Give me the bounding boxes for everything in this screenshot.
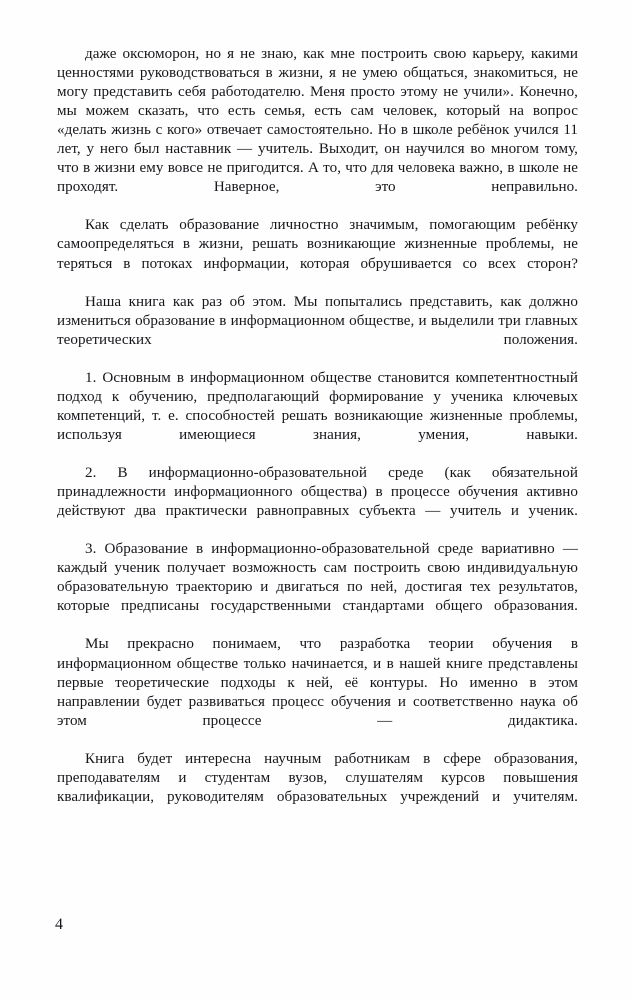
paragraph: Книга будет интересна научным работникам в сфере образования, преподавателям и студентам вузов, слушателям курсов повышения квалификации, руководителям образовательных учреждений и учителям. [57,750,578,805]
body-text-block [57,45,578,826]
paragraph: Как сделать образование личностно значимым, помогающим ребёнку самоопределяться в жизни, решать возникающие жизненные проблемы, не теряться в потоках информации, которая обрушивается со всех сторон? [57,217,578,272]
paragraph: Мы прекрасно понимаем, что разработка теории обучения в информационном обществе только начинается, и в нашей книге представлены первые теоретические подходы к ней, её контуры. Но именно в этом направлении будет развиваться процесс обучения и соответственно наука об этом процессе — дидактика. [57,636,578,729]
paragraph: 3. Образование в информационно-образовательной среде вариативно — каждый ученик получает возможность сам построить свою индивидуальную образовательную траекторию и двигаться по ней, достигая тех результатов, которые предписаны государственными стандартами общего образования. [57,541,578,615]
paragraph: 2. В информационно-образовательной среде (как обязательной принадлежности информационного общества) в процессе обучения активно действуют два практически равноправных субъекта — учитель и ученик. [57,465,578,520]
paragraph: даже оксюморон, но я не знаю, как мне построить свою карьеру, какими ценностями руководствоваться в жизни, я не умею общаться, знакомиться, не могу представить себя работодателю. Меня просто этому не учили». Конечно, мы можем сказать, что есть семья, есть сам человек, который на вопрос «делать жизнь с кого» отвечает самостоятельно. Но в школе ребёнок учился 11 лет, у него был наставник — учитель. Выходит, он научился во многом тому, что в жизни ему вовсе не пригодится. А то, что для человека важно, в школе не проходят. Наверное, это неправильно. [57,46,578,196]
paragraph: 1. Основным в информационном обществе становится компетентностный подход к обучению, предполагающий формирование у ученика ключевых компетенций, т. е. способностей решать возникающие жизненные проблемы, используя имеющиеся знания, умения, навыки. [57,369,578,443]
paragraph: Наша книга как раз об этом. Мы попытались представить, как должно измениться образование в информационном обществе, и выделили три главных теоретических положения. [57,293,578,348]
page-number: 4 [55,916,63,933]
